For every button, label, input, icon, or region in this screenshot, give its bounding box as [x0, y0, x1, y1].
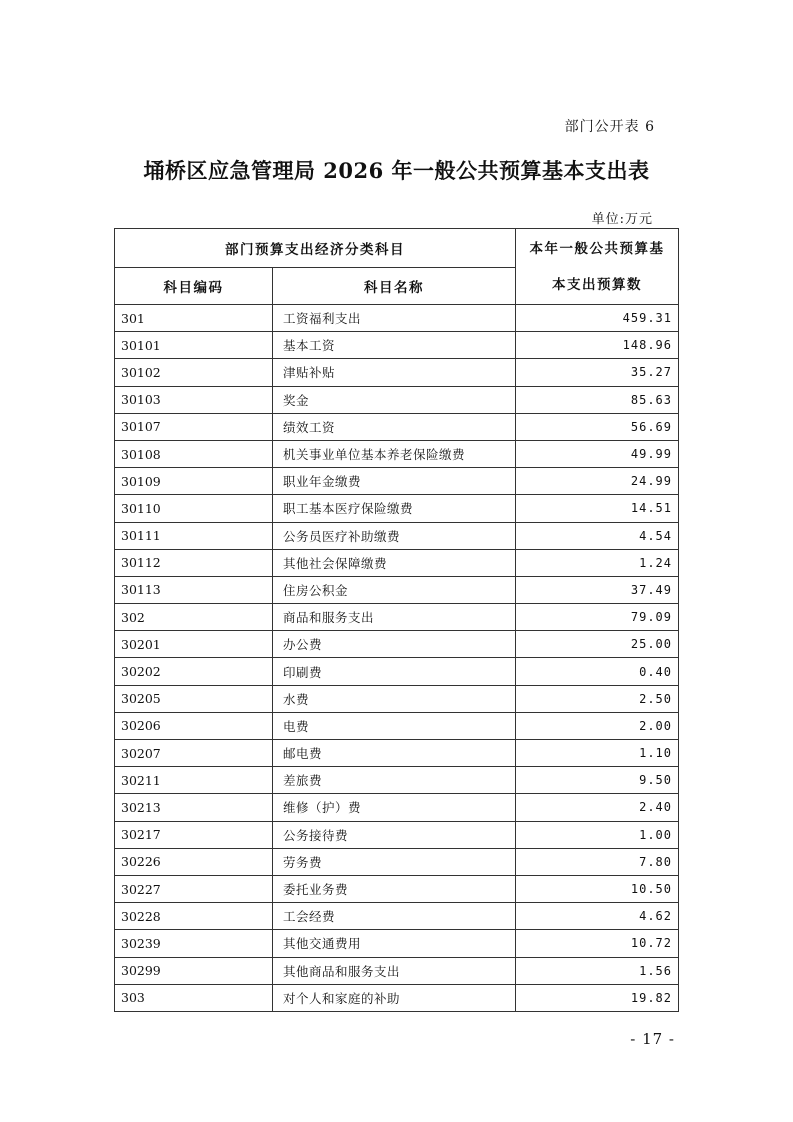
- table-row: [115, 875, 679, 902]
- row-name: 其他交通费用: [273, 930, 516, 957]
- row-name: 邮电费: [273, 740, 516, 767]
- row-amount: 24.99: [516, 468, 679, 495]
- row-amount: 1.24: [516, 549, 679, 576]
- row-name: 公务接待费: [273, 821, 516, 848]
- row-code: 30102: [115, 359, 273, 386]
- table-row: [115, 332, 679, 359]
- row-amount: 10.50: [516, 875, 679, 902]
- code-column-header: 科目编码: [115, 268, 273, 305]
- row-name: 奖金: [273, 386, 516, 413]
- row-code: 301: [115, 305, 273, 332]
- row-amount: 19.82: [516, 984, 679, 1011]
- table-body: [115, 305, 679, 1012]
- row-amount: 1.00: [516, 821, 679, 848]
- row-name: 津贴补贴: [273, 359, 516, 386]
- amount-column-header: [516, 229, 679, 305]
- row-name: 职工基本医疗保险缴费: [273, 495, 516, 522]
- row-name: 水费: [273, 685, 516, 712]
- row-code: 30217: [115, 821, 273, 848]
- row-name: 其他商品和服务支出: [273, 957, 516, 984]
- row-code: 30103: [115, 386, 273, 413]
- table-row: [115, 549, 679, 576]
- row-code: 30109: [115, 468, 273, 495]
- table-row: [115, 495, 679, 522]
- row-amount: 4.62: [516, 903, 679, 930]
- row-name: 差旅费: [273, 767, 516, 794]
- row-code: 30228: [115, 903, 273, 930]
- row-name: 机关事业单位基本养老保险缴费: [273, 440, 516, 467]
- table-row: [115, 712, 679, 739]
- table-row: [115, 576, 679, 603]
- row-name: 职业年金缴费: [273, 468, 516, 495]
- row-name: 电费: [273, 712, 516, 739]
- row-name: 委托业务费: [273, 875, 516, 902]
- table-row: [115, 685, 679, 712]
- row-amount: 35.27: [516, 359, 679, 386]
- row-code: 30107: [115, 413, 273, 440]
- table-row: [115, 767, 679, 794]
- row-amount: 56.69: [516, 413, 679, 440]
- table-row: [115, 658, 679, 685]
- row-code: 30211: [115, 767, 273, 794]
- row-name: 工会经费: [273, 903, 516, 930]
- row-code: 30201: [115, 631, 273, 658]
- row-name: 办公费: [273, 631, 516, 658]
- row-amount: 7.80: [516, 848, 679, 875]
- table-row: [115, 930, 679, 957]
- row-code: 30113: [115, 576, 273, 603]
- name-column-header: 科目名称: [273, 268, 516, 305]
- row-name: 印刷费: [273, 658, 516, 685]
- row-name: 工资福利支出: [273, 305, 516, 332]
- row-amount: 1.10: [516, 740, 679, 767]
- row-name: 住房公积金: [273, 576, 516, 603]
- amount-header-line1: 本年一般公共预算基: [529, 240, 665, 257]
- row-code: 30101: [115, 332, 273, 359]
- budget-table: [114, 228, 679, 1012]
- table-row: [115, 386, 679, 413]
- table-row: [115, 794, 679, 821]
- row-name: 商品和服务支出: [273, 604, 516, 631]
- table-row: [115, 413, 679, 440]
- row-amount: 4.54: [516, 522, 679, 549]
- table-row: [115, 903, 679, 930]
- table-row: [115, 984, 679, 1011]
- row-code: 30202: [115, 658, 273, 685]
- row-amount: 2.00: [516, 712, 679, 739]
- row-amount: 14.51: [516, 495, 679, 522]
- page-title: 埇桥区应急管理局 2026 年一般公共预算基本支出表: [143, 158, 650, 183]
- row-code: 30111: [115, 522, 273, 549]
- table-row: [115, 522, 679, 549]
- table-row: [115, 468, 679, 495]
- unit-label: 单位:万元: [591, 212, 653, 227]
- row-code: 30206: [115, 712, 273, 739]
- table-row: [115, 440, 679, 467]
- row-code: 30112: [115, 549, 273, 576]
- row-amount: 0.40: [516, 658, 679, 685]
- row-code: 30226: [115, 848, 273, 875]
- row-code: 30299: [115, 957, 273, 984]
- row-name: 公务员医疗补助缴费: [273, 522, 516, 549]
- table-row: [115, 821, 679, 848]
- row-name: 绩效工资: [273, 413, 516, 440]
- table-row: [115, 631, 679, 658]
- row-amount: 79.09: [516, 604, 679, 631]
- table-row: [115, 848, 679, 875]
- row-amount: 25.00: [516, 631, 679, 658]
- row-amount: 2.50: [516, 685, 679, 712]
- table-row: [115, 359, 679, 386]
- row-code: 30227: [115, 875, 273, 902]
- row-code: 30108: [115, 440, 273, 467]
- row-amount: 9.50: [516, 767, 679, 794]
- row-code: 30110: [115, 495, 273, 522]
- row-code: 302: [115, 604, 273, 631]
- row-code: 30205: [115, 685, 273, 712]
- row-amount: 1.56: [516, 957, 679, 984]
- table-row: [115, 740, 679, 767]
- row-code: 30207: [115, 740, 273, 767]
- row-amount: 85.63: [516, 386, 679, 413]
- row-name: 基本工资: [273, 332, 516, 359]
- row-amount: 49.99: [516, 440, 679, 467]
- table-row: [115, 957, 679, 984]
- table-row: [115, 305, 679, 332]
- row-amount: 10.72: [516, 930, 679, 957]
- row-amount: 2.40: [516, 794, 679, 821]
- row-amount: 37.49: [516, 576, 679, 603]
- row-amount: 459.31: [516, 305, 679, 332]
- row-amount: 148.96: [516, 332, 679, 359]
- row-code: 303: [115, 984, 273, 1011]
- page-number: - 17 -: [630, 1030, 675, 1048]
- row-code: 30239: [115, 930, 273, 957]
- row-name: 维修（护）费: [273, 794, 516, 821]
- amount-header-line2: 本支出预算数: [552, 276, 642, 293]
- row-code: 30213: [115, 794, 273, 821]
- document-label: 部门公开表 6: [564, 119, 655, 135]
- row-name: 其他社会保障缴费: [273, 549, 516, 576]
- row-name: 劳务费: [273, 848, 516, 875]
- table-row: [115, 604, 679, 631]
- row-name: 对个人和家庭的补助: [273, 984, 516, 1011]
- group-header: 部门预算支出经济分类科目: [115, 229, 516, 268]
